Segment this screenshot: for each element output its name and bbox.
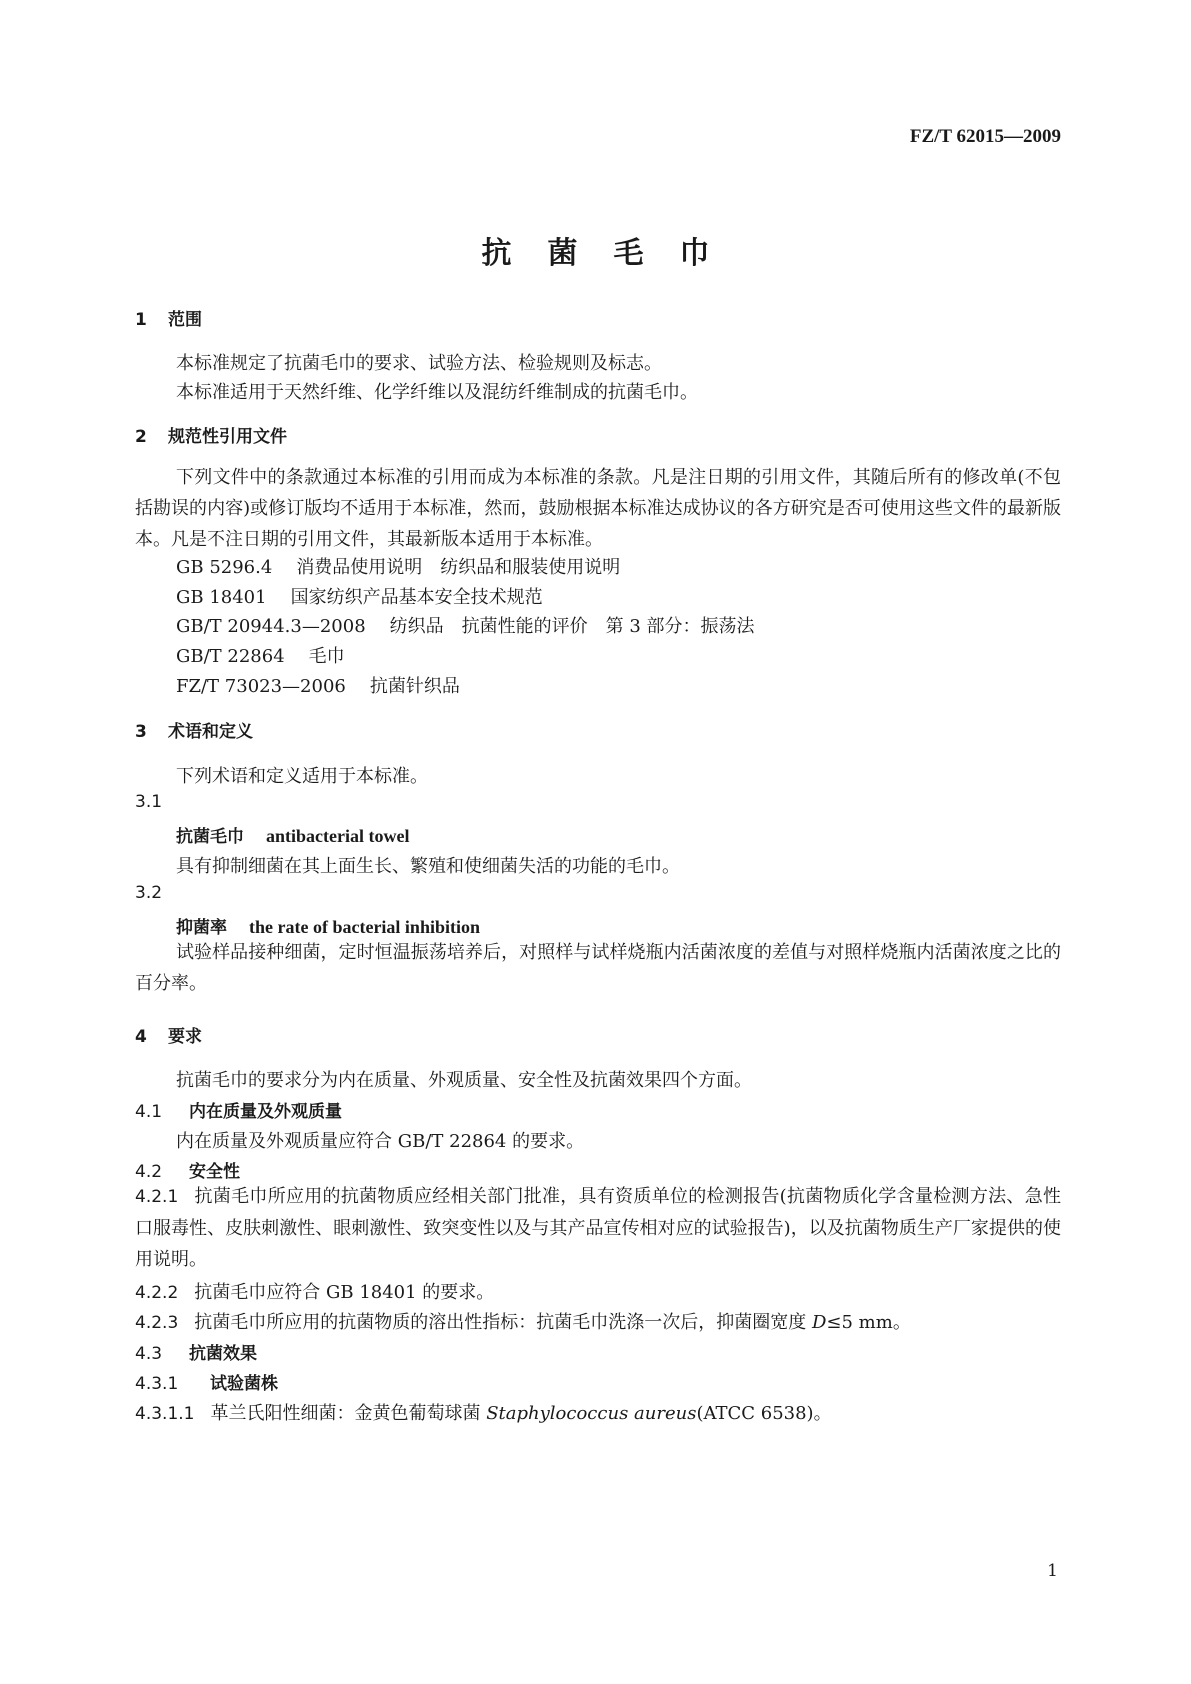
section-title: 规范性引用文件 [168, 427, 287, 447]
paragraph: 下列术语和定义适用于本标准。 [176, 766, 428, 787]
section-4-heading [135, 1022, 202, 1047]
reference-code: GB 5296.4 [176, 557, 273, 578]
reference-title: 国家纺织产品基本安全技术规范 [290, 587, 543, 608]
clause-4-3-1-1 [135, 1399, 832, 1425]
section-2-heading [135, 422, 287, 447]
section-number: 4 [135, 1027, 147, 1047]
variable-d: D [811, 1312, 827, 1333]
reference-code: GB/T 22864 [176, 646, 285, 667]
clause-number: 4.2 [135, 1162, 163, 1182]
reference-item [176, 583, 543, 609]
reference-title: 纺织品 抗菌性能的评价 第 3 部分：振荡法 [389, 616, 755, 637]
clause-4-2-1 [135, 1181, 1061, 1275]
section-number: 3 [135, 722, 147, 742]
clause-number: 4.2.1 [135, 1187, 179, 1207]
clause-4-2-3 [135, 1308, 911, 1334]
section-title: 范围 [168, 310, 202, 330]
reference-title: 毛巾 [308, 646, 345, 667]
clause-number: 4.1 [135, 1102, 163, 1122]
clause-4-2-2 [135, 1278, 494, 1304]
page-title: 抗菌毛巾 [481, 236, 746, 271]
section-title: 要求 [168, 1027, 202, 1047]
paragraph: 内在质量及外观质量应符合 GB/T 22864 的要求。 [176, 1131, 585, 1152]
clause-text-tail: ≤5 mm。 [826, 1312, 911, 1333]
clause-title: 试验菌株 [210, 1374, 278, 1394]
paragraph: 本标准规定了抗菌毛巾的要求、试验方法、检验规则及标志。 [176, 353, 662, 374]
section-number: 2 [135, 427, 147, 447]
clause-4-2-heading [135, 1157, 240, 1182]
term-cn: 抑菌率 [176, 918, 227, 938]
clause-number: 4.3.1.1 [135, 1404, 195, 1424]
section-3-heading [135, 717, 253, 742]
term-en: the rate of bacterial inhibition [249, 917, 480, 937]
clause-4-1-heading [135, 1097, 342, 1122]
reference-item [176, 642, 345, 668]
reference-title: 消费品使用说明 纺织品和服装使用说明 [296, 557, 621, 578]
clause-number: 4.3.1 [135, 1374, 179, 1394]
clause-text: 抗菌毛巾应符合 GB 18401 的要求。 [194, 1282, 495, 1303]
page-number: 1 [1047, 1561, 1058, 1581]
standard-code: FZ/T 62015—2009 [909, 126, 1061, 147]
reference-code: FZ/T 73023—2006 [176, 676, 346, 697]
reference-item [176, 612, 755, 638]
term-en: antibacterial towel [266, 826, 410, 846]
clause-text: 抗菌毛巾所应用的抗菌物质的溶出性指标：抗菌毛巾洗涤一次后，抑菌圈宽度 [194, 1312, 812, 1333]
reference-code: GB 18401 [176, 587, 267, 608]
term-number: 3.2 [135, 883, 163, 903]
species-name: Staphylococcus aureus [486, 1403, 697, 1424]
section-title: 术语和定义 [168, 722, 253, 742]
clause-text: 革兰氏阳性细菌：金黄色葡萄球菌 [210, 1403, 487, 1424]
clause-text: 抗菌毛巾所应用的抗菌物质应经相关部门批准，具有资质单位的检测报告(抗菌物质化学含量检测方法、急性口服毒性、皮肤刺激性、眼刺激性、致突变性以及与其产品宣传相对应的试验报告)，以及抗菌物质生产厂家提供的使用说明。 [135, 1186, 1061, 1270]
term-entry [176, 913, 480, 938]
clause-title: 抗菌效果 [189, 1344, 257, 1364]
paragraph: 本标准适用于天然纤维、化学纤维以及混纺纤维制成的抗菌毛巾。 [176, 382, 698, 403]
term-number: 3.1 [135, 792, 163, 812]
section-number: 1 [135, 310, 147, 330]
reference-code: GB/T 20944.3—2008 [176, 616, 366, 637]
term-definition: 具有抑制细菌在其上面生长、繁殖和使细菌失活的功能的毛巾。 [176, 856, 680, 877]
clause-title: 内在质量及外观质量 [189, 1102, 342, 1122]
reference-title: 抗菌针织品 [369, 676, 460, 697]
clause-text-tail: (ATCC 6538)。 [696, 1403, 832, 1424]
clause-title: 安全性 [189, 1162, 240, 1182]
term-cn: 抗菌毛巾 [176, 827, 244, 847]
clause-4-3-1-heading [135, 1369, 278, 1394]
reference-item [176, 672, 460, 698]
clause-number: 4.3 [135, 1344, 163, 1364]
paragraph: 下列文件中的条款通过本标准的引用而成为本标准的条款。凡是注日期的引用文件，其随后所有的修改单(不包括勘误的内容)或修订版均不适用于本标准，然而，鼓励根据本标准达成协议的各方研究是否可使用这些文件的最新版本。凡是不注日期的引用文件，其最新版本适用于本标准。 [135, 467, 1061, 550]
clause-number: 4.2.2 [135, 1283, 179, 1303]
term-entry [176, 822, 409, 847]
paragraph: 抗菌毛巾的要求分为内在质量、外观质量、安全性及抗菌效果四个方面。 [176, 1070, 752, 1091]
section-1-heading [135, 305, 202, 330]
clause-4-3-heading [135, 1339, 257, 1364]
clause-number: 4.2.3 [135, 1313, 179, 1333]
term-definition: 试验样品接种细菌，定时恒温振荡培养后，对照样与试样烧瓶内活菌浓度的差值与对照样烧瓶内活菌浓度之比的百分率。 [135, 942, 1061, 994]
reference-item [176, 553, 620, 579]
